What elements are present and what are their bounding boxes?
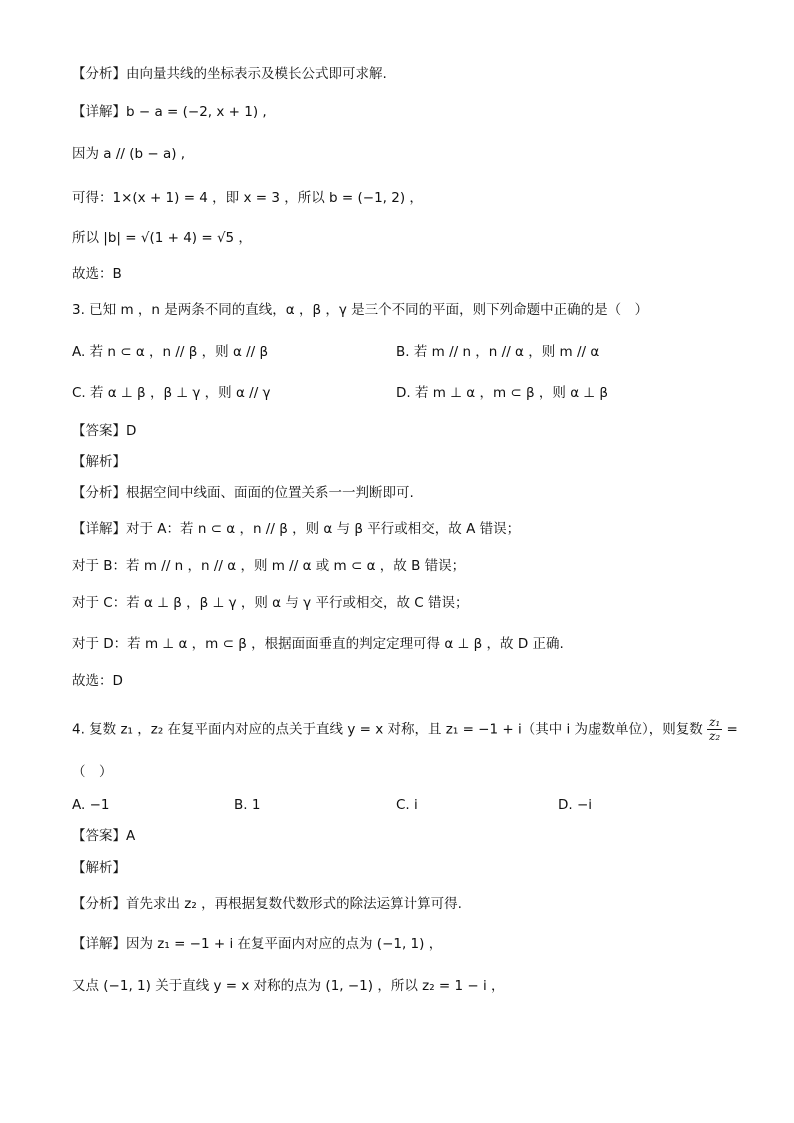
question-3-option-b: B. 若 m // n ，n // α ，则 m // α	[396, 344, 600, 360]
question-4-detail-1: 【详解】因为 z₁ = −1 + i 在复平面内对应的点为 (−1, 1) ，	[72, 936, 443, 952]
question-4-option-c: C. i	[396, 797, 418, 813]
question-3-stem: 3. 已知 m ，n 是两条不同的直线，α ，β ，γ 是三个不同的平面，则下列命题中正确的是（ ）	[72, 302, 649, 318]
question-3-explanation-heading: 【解析】	[72, 454, 126, 470]
solution-analysis: 【分析】由向量共线的坐标表示及模长公式即可求解.	[72, 66, 387, 82]
question-3-option-d: D. 若 m ⊥ α ，m ⊂ β ，则 α ⊥ β	[396, 385, 609, 401]
question-3-answer: 【答案】D	[72, 423, 137, 439]
question-4-equals: =	[726, 721, 738, 738]
question-4-fraction	[707, 716, 722, 743]
question-3-option-c: C. 若 α ⊥ β ，β ⊥ γ ，则 α // γ	[72, 385, 271, 401]
question-4-detail-2: 又点 (−1, 1) 关于直线 y = x 对称的点为 (1, −1) ，所以 z₂ = 1 − i ，	[72, 978, 505, 994]
solution-choice: 故选：B	[72, 266, 122, 282]
question-4-analysis: 【分析】首先求出 z₂ ，再根据复数代数形式的除法运算计算可得.	[72, 896, 462, 912]
fraction-denominator: z₂	[709, 729, 721, 743]
question-4-explanation-heading: 【解析】	[72, 860, 126, 876]
fraction-numerator: z₁	[709, 715, 721, 729]
question-4-option-a: A. −1	[72, 797, 110, 813]
question-4-stem	[72, 716, 738, 743]
question-3-option-a: A. 若 n ⊂ α ，n // β ，则 α // β	[72, 344, 269, 360]
solution-detail-1: 【详解】b − a = (−2, x + 1) ,	[72, 104, 267, 120]
question-3-detail-b: 对于 B：若 m // n ，n // α ，则 m // α 或 m ⊂ α ，故 B 错误；	[72, 558, 466, 574]
solution-detail-4: 所以 |b| = √(1 + 4) = √5 ，	[72, 230, 252, 246]
question-4-answer: 【答案】A	[72, 828, 136, 844]
solution-detail-2: 因为 a // (b − a) ,	[72, 146, 186, 162]
question-4-stem-text: 4. 复数 z₁ ，z₂ 在复平面内对应的点关于直线 y = x 对称，且 z₁ = −1 + i（其中 i 为虚数单位），则复数	[72, 721, 703, 738]
solution-detail-3: 可得：1×(x + 1) = 4 ，即 x = 3 ，所以 b = (−1, 2) ，	[72, 190, 423, 206]
question-4-paren: （ ）	[72, 764, 113, 780]
question-4-option-d: D. −i	[558, 797, 593, 813]
question-3-detail-c: 对于 C：若 α ⊥ β ，β ⊥ γ ，则 α 与 γ 平行或相交，故 C 错误；	[72, 595, 469, 611]
question-3-selection: 故选：D	[72, 673, 123, 689]
question-3-detail-a: 【详解】对于 A：若 n ⊂ α ，n // β ，则 α 与 β 平行或相交，故 A 错误；	[72, 521, 521, 537]
question-3-analysis: 【分析】根据空间中线面、面面的位置关系一一判断即可.	[72, 485, 414, 501]
question-4-option-b: B. 1	[234, 797, 261, 813]
question-3-detail-d: 对于 D：若 m ⊥ α ，m ⊂ β ，根据面面垂直的判定定理可得 α ⊥ β ，故 D 正确.	[72, 636, 564, 652]
